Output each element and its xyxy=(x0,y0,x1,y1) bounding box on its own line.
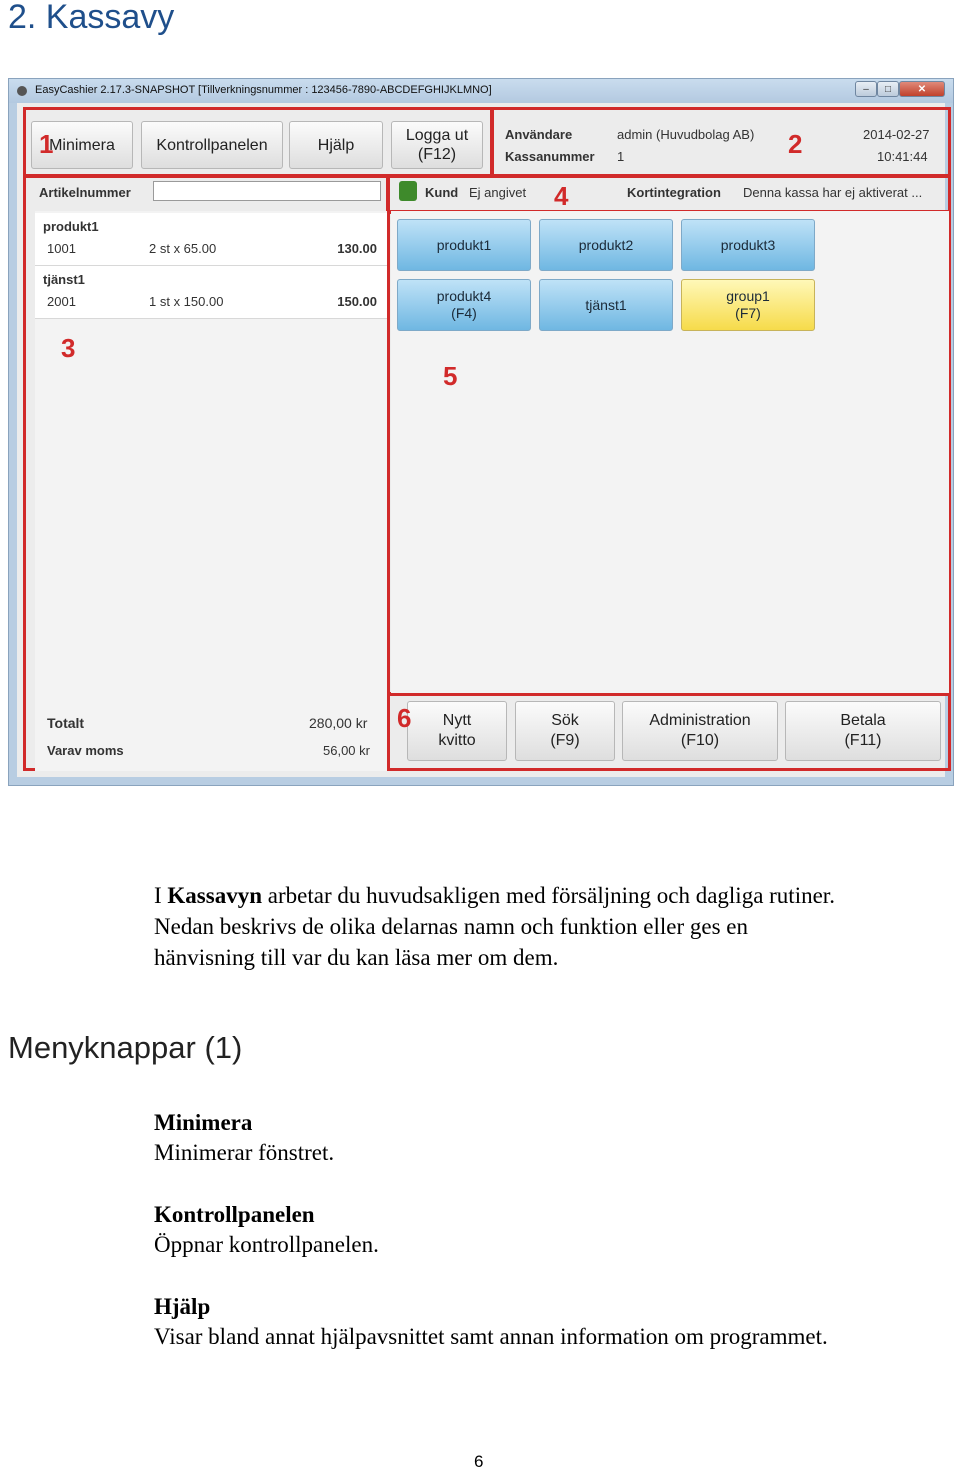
vat-label: Varav moms xyxy=(47,743,124,758)
window-title: EasyCashier 2.17.3-SNAPSHOT [Tillverkningsnummer : 123456-7890-ABCDEFGHIJKLMNO] xyxy=(35,84,492,96)
product-shortcut: (F4) xyxy=(451,305,477,321)
time-value: 10:41:44 xyxy=(877,149,928,164)
pay-label: Betala xyxy=(840,712,886,729)
product-label: produkt2 xyxy=(578,236,634,253)
marker-4: 4 xyxy=(554,181,569,211)
product-label: produkt4 xyxy=(436,288,492,304)
entry-description: Minimerar fönstret. xyxy=(154,1140,335,1165)
hjalp-label: Hjälp xyxy=(317,136,355,154)
entry-title: Minimera xyxy=(154,1110,253,1135)
card-integration-value: Denna kassa har ej aktiverat ... xyxy=(743,185,923,200)
administration-shortcut: (F10) xyxy=(680,732,720,749)
lock-icon[interactable] xyxy=(399,181,417,201)
product-button-produkt3[interactable] xyxy=(681,219,815,271)
article-label: Artikelnummer xyxy=(39,185,131,200)
search-button[interactable] xyxy=(515,701,615,761)
entry-title: Kontrollpanelen xyxy=(154,1202,315,1227)
card-integration-label: Kortintegration xyxy=(627,185,721,200)
product-label: tjänst1 xyxy=(585,296,627,313)
marker-1: 1 xyxy=(39,129,54,159)
product-label: produkt1 xyxy=(436,236,492,253)
marker-2: 2 xyxy=(788,129,803,159)
app-icon xyxy=(17,86,27,96)
logga-ut-shortcut: (F12) xyxy=(417,146,457,163)
search-label: Sök xyxy=(551,712,579,729)
new-receipt-label: Nytt xyxy=(442,712,472,729)
new-receipt-label-2: kvitto xyxy=(438,732,476,749)
intro-text-1b: arbetar du huvudsakligen med försäljning och dagliga rutiner. xyxy=(262,883,835,908)
intro-paragraph xyxy=(154,880,954,973)
cart-item-name: tjänst1 xyxy=(43,272,85,287)
entry-minimera xyxy=(154,1108,334,1168)
product-button-tjanst1[interactable] xyxy=(539,279,673,331)
window-close-button[interactable]: ✕ xyxy=(899,81,945,97)
kassavy-client xyxy=(17,103,945,777)
product-label: produkt3 xyxy=(720,236,776,253)
kontrollpanelen-label: Kontrollpanelen xyxy=(156,136,268,154)
new-receipt-button[interactable] xyxy=(407,701,507,761)
entry-kontrollpanelen xyxy=(154,1200,379,1260)
group-label: group1 xyxy=(726,288,770,304)
cart-list xyxy=(35,211,387,771)
easycashier-window xyxy=(8,78,954,786)
marker-6: 6 xyxy=(397,703,412,733)
user-label: Användare xyxy=(505,127,573,142)
user-value: admin (Huvudbolag AB) xyxy=(617,127,755,142)
entry-title: Hjälp xyxy=(154,1294,211,1319)
pay-shortcut: (F11) xyxy=(844,732,882,749)
register-label: Kassanummer xyxy=(505,149,595,164)
register-value: 1 xyxy=(617,149,625,164)
cart-item-id: 1001 xyxy=(47,241,76,256)
entry-hjalp xyxy=(154,1292,828,1352)
cart-item-name: produkt1 xyxy=(43,219,99,234)
intro-text-2: Nedan beskrivs de olika delarnas namn och funktion eller ges en xyxy=(154,914,748,939)
administration-button[interactable] xyxy=(622,701,778,761)
region-2-box xyxy=(491,107,951,177)
group-button-group1[interactable] xyxy=(681,279,815,331)
logga-ut-button[interactable] xyxy=(391,121,483,169)
group-shortcut: (F7) xyxy=(735,305,761,321)
cart-item-id: 2001 xyxy=(47,294,76,309)
cart-row[interactable] xyxy=(35,213,387,266)
marker-5: 5 xyxy=(443,361,458,391)
logga-ut-label: Logga ut xyxy=(405,127,469,144)
section-heading: Menyknappar (1) xyxy=(8,1030,243,1065)
hjalp-button[interactable] xyxy=(289,121,383,169)
intro-bold: Kassavyn xyxy=(167,883,263,908)
minimera-label: Minimera xyxy=(49,136,115,154)
cart-row[interactable] xyxy=(35,266,387,319)
total-label: Totalt xyxy=(47,715,85,731)
intro-text-3: hänvisning till var du kan läsa mer om dem. xyxy=(154,945,559,970)
product-button-produkt1[interactable] xyxy=(397,219,531,271)
cart-item-qty: 1 st x 150.00 xyxy=(149,294,224,309)
entry-description: Visar bland annat hjälpavsnittet samt annan information om programmet. xyxy=(154,1324,828,1349)
cart-item-total: 150.00 xyxy=(337,294,377,309)
customer-value[interactable]: Ej angivet xyxy=(469,185,527,200)
vat-value: 56,00 kr xyxy=(323,743,370,758)
window-maximize-button[interactable]: □ xyxy=(877,81,899,97)
marker-3: 3 xyxy=(61,333,76,363)
customer-label: Kund xyxy=(425,185,459,200)
entry-description: Öppnar kontrollpanelen. xyxy=(154,1232,379,1257)
article-input[interactable] xyxy=(153,181,381,201)
window-minimize-button[interactable]: – xyxy=(855,81,877,97)
administration-label: Administration xyxy=(649,712,751,729)
total-value: 280,00 kr xyxy=(309,715,368,731)
product-button-produkt2[interactable] xyxy=(539,219,673,271)
cart-item-qty: 2 st x 65.00 xyxy=(149,241,217,256)
product-button-produkt4[interactable] xyxy=(397,279,531,331)
date-value: 2014-02-27 xyxy=(863,127,930,142)
search-shortcut: (F9) xyxy=(550,732,580,749)
page-number: 6 xyxy=(474,1452,484,1471)
page-heading: 2. Kassavy xyxy=(8,0,175,36)
title-bar xyxy=(9,79,953,103)
pay-button[interactable] xyxy=(785,701,941,761)
kontrollpanelen-button[interactable] xyxy=(141,121,283,169)
cart-item-total: 130.00 xyxy=(337,241,377,256)
intro-text-1: I xyxy=(154,883,168,908)
